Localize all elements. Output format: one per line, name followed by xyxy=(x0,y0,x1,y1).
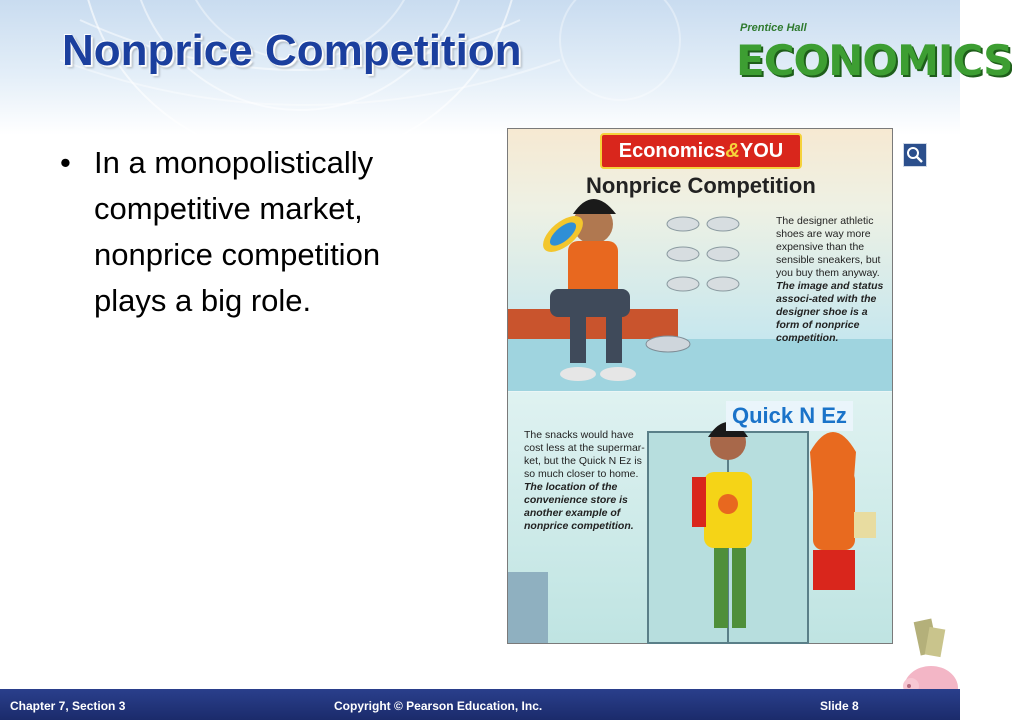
store-caption-bold: The location of the convenience store is another example of nonprice competition. xyxy=(524,481,634,532)
store-sign: Quick N Ez xyxy=(726,401,853,431)
banner-left: Economics xyxy=(618,140,726,162)
shoe-caption xyxy=(776,215,888,345)
store-caption-plain: The snacks would have cost less at the supermar-ket, but the Quick N Ez is so much closer to home. xyxy=(524,429,645,480)
logo-publisher: Prentice Hall xyxy=(740,22,807,34)
shoe-caption-bold: The image and status associ-ated with the designer shoe is a form of nonprice competition. xyxy=(776,280,884,344)
figure-heading: Nonprice Competition xyxy=(586,173,816,198)
bullet-marker: • xyxy=(60,145,71,180)
banner-right: YOU xyxy=(739,140,784,162)
footer-chapter: Chapter 7, Section 3 xyxy=(10,699,126,713)
economics-logo xyxy=(736,22,1012,85)
banner-amp: & xyxy=(725,140,740,162)
slide-title: Nonprice Competition xyxy=(62,26,522,75)
shoe-caption-plain: The designer athletic shoes are way more expensive than the sensible sneakers, but you buy them anyway. xyxy=(776,215,881,279)
zoom-icon[interactable] xyxy=(903,143,927,167)
footer-slide-number: Slide 8 xyxy=(820,699,859,713)
store-caption xyxy=(524,429,652,533)
logo-text: ECONOMICS xyxy=(736,36,1012,85)
footer-bar xyxy=(0,689,960,720)
economics-and-you-figure xyxy=(507,128,893,644)
bullet-text: In a monopolistically competitive market, nonprice competition plays a big role. xyxy=(94,145,381,318)
economics-and-you-banner xyxy=(600,133,802,169)
footer-copyright: Copyright © Pearson Education, Inc. xyxy=(334,699,543,713)
